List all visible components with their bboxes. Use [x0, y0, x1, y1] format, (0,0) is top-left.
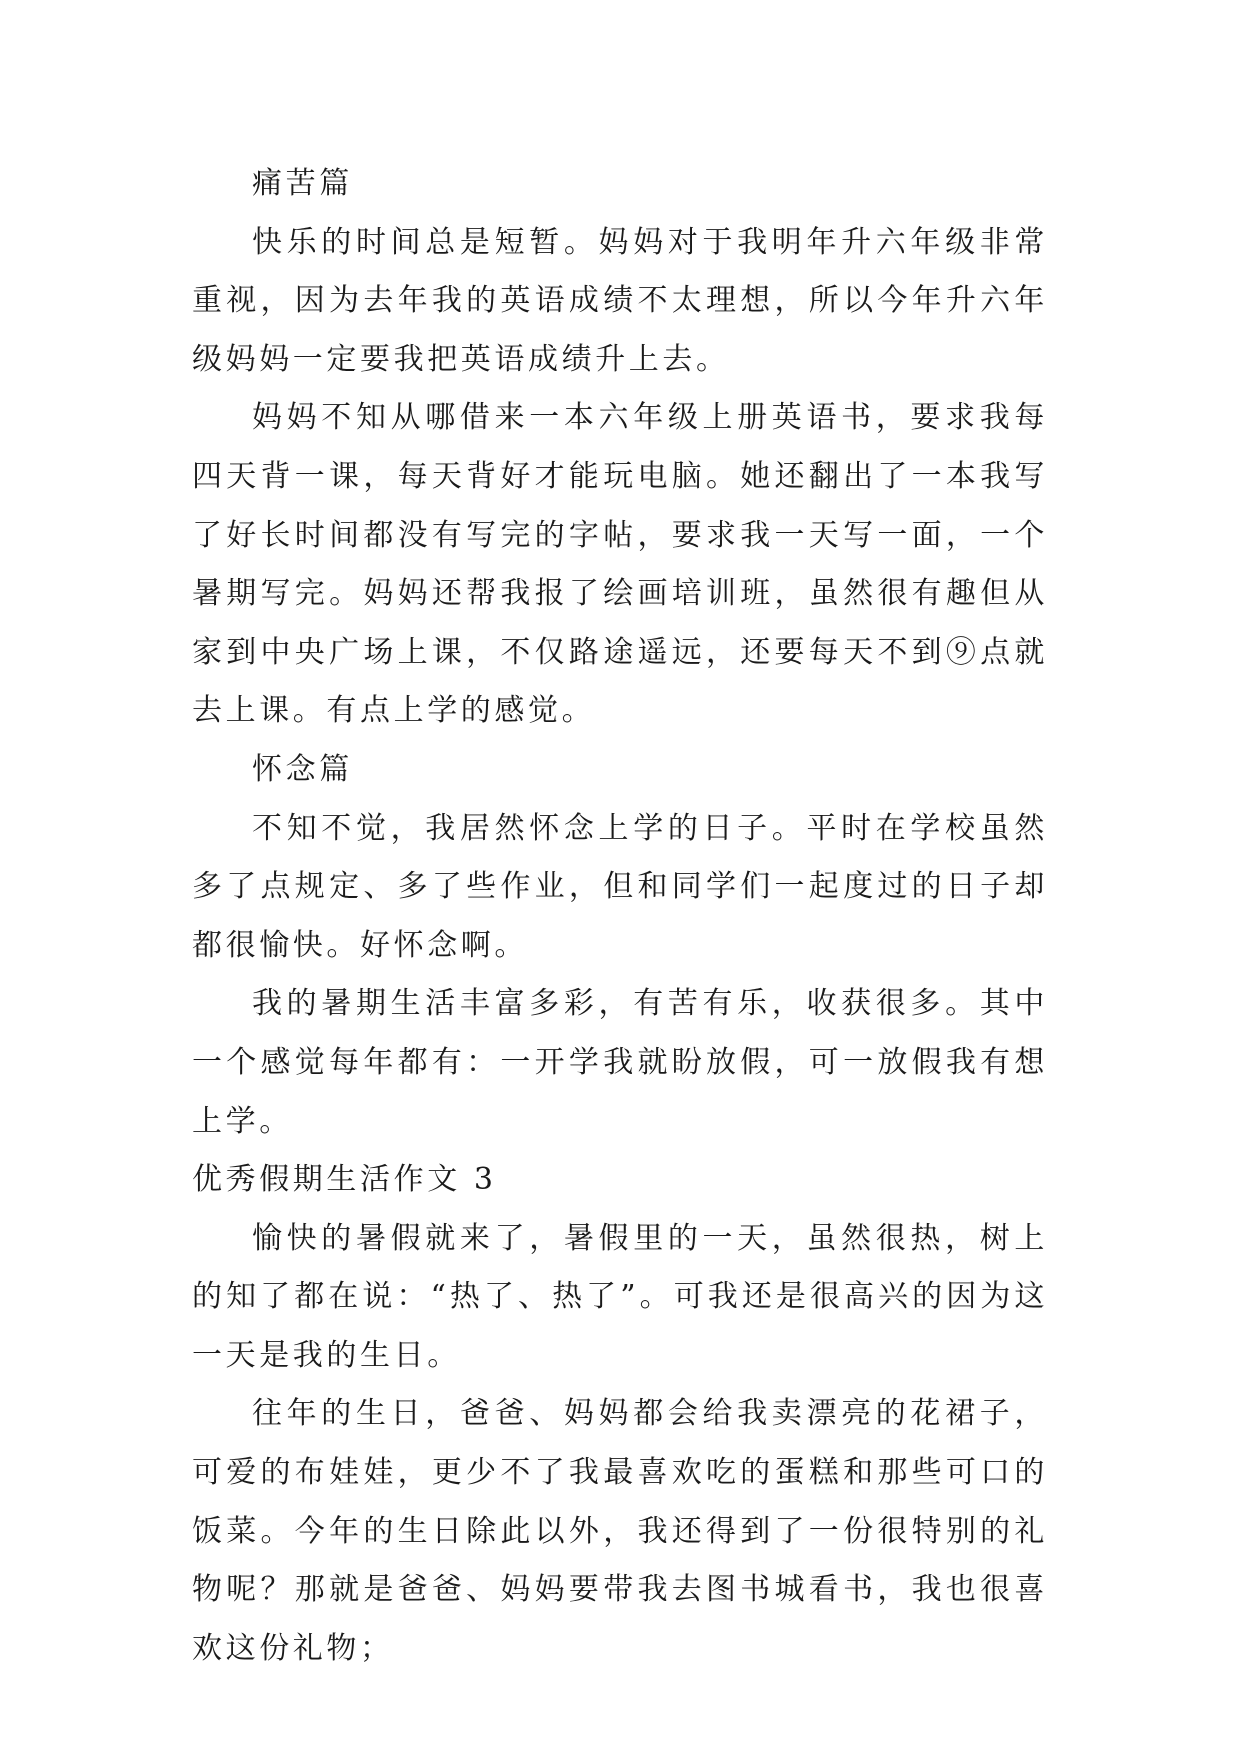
paragraph: 不知不觉，我居然怀念上学的日子。平时在学校虽然多了点规定、多了些作业，但和同学们一起度过的日子却都很愉快。好怀念啊。	[192, 810, 1048, 963]
section-heading-nostalgia: 怀念篇	[252, 751, 353, 787]
paragraph: 妈妈不知从哪借来一本六年级上册英语书，要求我每四天背一课，每天背好才能玩电脑。她还翻出了一本我写了好长时间都没有写完的字帖，要求我一天写一面，一个暑期写完。妈妈还帮我报了绘画培训班，虽然很有趣但从家到中央广场上课，不仅路途遥远，还要每天不到⑨点就去上课。有点上学的感觉。	[192, 400, 1048, 729]
essay-title: 优秀假期生活作文 3	[192, 1162, 497, 1198]
paragraph: 我的暑期生活丰富多彩，有苦有乐，收获很多。其中一个感觉每年都有：一开学我就盼放假，可一放假我有想上学。	[192, 986, 1048, 1139]
paragraph: 往年的生日，爸爸、妈妈都会给我卖漂亮的花裙子，可爱的布娃娃，更少不了我最喜欢吃的蛋糕和那些可口的饭菜。今年的生日除此以外，我还得到了一份很特别的礼物呢？那就是爸爸、妈妈要带我去图书城看书，我也很喜欢这份礼物；	[192, 1396, 1048, 1666]
paragraph: 愉快的暑假就来了，暑假里的一天，虽然很热，树上的知了都在说：“热了、热了”。可我还是很高兴的因为这一天是我的生日。	[192, 1220, 1048, 1373]
document-body	[192, 155, 1048, 1678]
paragraph: 快乐的时间总是短暂。妈妈对于我明年升六年级非常重视，因为去年我的英语成绩不太理想，所以今年升六年级妈妈一定要我把英语成绩升上去。	[192, 224, 1048, 377]
section-heading-pain: 痛苦篇	[252, 166, 353, 201]
